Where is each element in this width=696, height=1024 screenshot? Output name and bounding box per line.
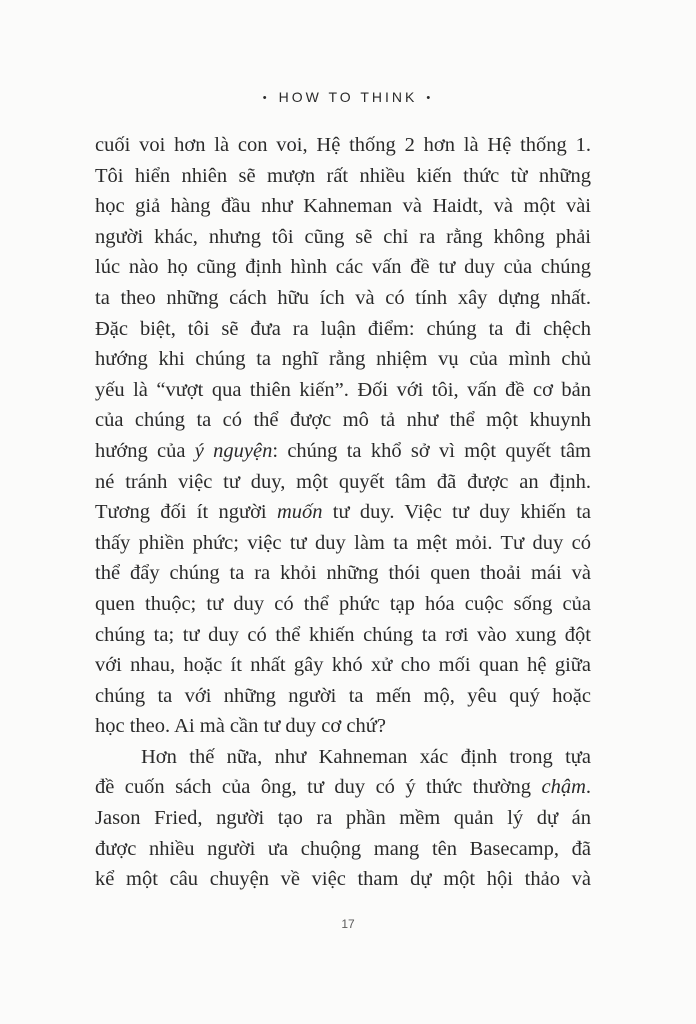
text-line: yếu là “vượt qua thiên kiến”. Đối với tôi, vấn đề cơ bản [95,378,591,401]
body-text [95,130,591,895]
text-line: né tránh việc tư duy, một quyết tâm đã được an định. [95,470,591,493]
text-run: tư duy. Việc tư duy khiến ta [322,501,591,524]
text-run: đề cuốn sách của ông, tư duy có ý thức thường [95,776,542,799]
running-head [0,89,696,105]
text-line: được nhiều người ưa chuộng mang tên Basecamp, đã [95,837,591,860]
text-run: . [585,776,591,799]
text-line: hướng khi chúng ta nghĩ rằng nhiệm vụ của mình chủ [95,348,591,371]
left-bullet: • [262,92,270,104]
text-line: chúng ta; tư duy có thể khiến chúng ta rơi vào xung đột [95,623,591,646]
text-line: kể một câu chuyện về việc tham dự một hội thảo và [95,868,591,891]
text-line [95,497,591,528]
text-line: thể đẩy chúng ta ra khỏi những thói quen thoải mái và [95,562,591,585]
text-line: cuối voi hơn là con voi, Hệ thống 2 hơn là Hệ thống 1. [95,134,591,156]
text-line: lúc nào họ cũng định hình các vấn đề tư duy của chúng [95,256,591,279]
text-line: Jason Fried, người tạo ra phần mềm quản lý dự án [95,807,591,830]
page-number: 17 [341,917,355,931]
emphasis-text: ý nguyện [194,439,273,462]
text-line: học theo. Ai mà cần tư duy cơ chứ? [95,715,386,738]
text-line: quen thuộc; tư duy có thể phức tạp hóa cuộc sống của [95,592,591,615]
text-line: Hơn thế nữa, như Kahneman xác định trong tựa [141,745,591,768]
text-line [95,772,591,803]
text-line: của chúng ta có thể được mô tả như thể một khuynh [95,409,591,432]
text-line: với nhau, hoặc ít nhất gây khó xử cho mối quan hệ giữa [95,654,591,677]
running-title: HOW TO THINK [278,89,418,105]
text-line: thấy phiền phức; việc tư duy làm ta mệt mỏi. Tư duy có [95,531,591,554]
text-line: người khác, nhưng tôi cũng sẽ chỉ ra rằng không phải [95,225,591,248]
text-line: ta theo những cách hữu ích và có tính xây dựng nhất. [95,286,591,309]
text-line: học giả hàng đầu như Kahneman và Haidt, và một vài [95,195,591,218]
text-run: : chúng ta khổ sở vì một quyết tâm [272,439,591,462]
text-line [95,436,591,467]
emphasis-text: chậm [541,776,586,799]
text-run: hướng của [95,439,195,462]
text-line: Đặc biệt, tôi sẽ đưa ra luận điểm: chúng ta đi chệch [95,317,591,340]
emphasis-text: muốn [276,501,323,524]
text-line: chúng ta với những người ta mến mộ, yêu quý hoặc [95,684,591,707]
text-line: Tôi hiển nhiên sẽ mượn rất nhiều kiến thức từ những [95,164,591,187]
right-bullet: • [426,92,434,104]
text-run: Tương đối ít người [95,501,277,524]
